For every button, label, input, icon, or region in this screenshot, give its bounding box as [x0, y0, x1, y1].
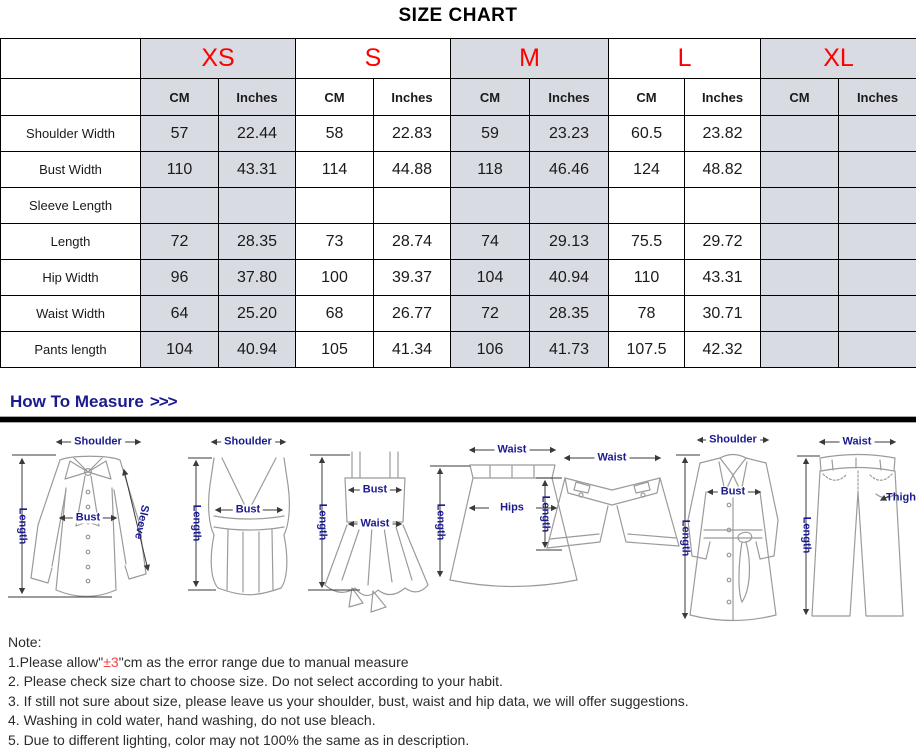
row-label: Length [1, 224, 141, 260]
size-cell: 105 [296, 332, 374, 368]
size-cell: 46.46 [530, 152, 609, 188]
measure-label-shoulder: Shoulder [221, 437, 275, 448]
measure-label-shoulder: Shoulder [71, 437, 125, 448]
size-cell [530, 188, 609, 224]
size-cell: 75.5 [609, 224, 685, 260]
unit-header-cm: CM [141, 79, 219, 116]
unit-header-inches: Inches [530, 79, 609, 116]
measure-label-bust: Bust [73, 513, 103, 524]
vest-top-drawing [209, 458, 290, 595]
size-cell: 58 [296, 116, 374, 152]
chevrons-icon: >>> [149, 392, 177, 411]
blouse-drawing [31, 456, 146, 596]
size-cell [839, 188, 916, 224]
size-cell: 41.73 [530, 332, 609, 368]
size-col-header-l: L [609, 39, 761, 79]
size-cell: 29.72 [685, 224, 761, 260]
measure-label-waist: Waist [595, 453, 630, 464]
size-cell: 110 [609, 260, 685, 296]
note-1-text: 1.Please allow" [8, 653, 104, 670]
size-cell [839, 152, 916, 188]
size-col-header-s: S [296, 39, 451, 79]
unit-header-cm: CM [609, 79, 685, 116]
size-cell [839, 224, 916, 260]
size-cell: 26.77 [374, 296, 451, 332]
size-cell: 114 [296, 152, 374, 188]
row-label: Pants length [1, 332, 141, 368]
table-row-hip-width [1, 260, 916, 296]
size-col-header-xl: XL [761, 39, 916, 79]
size-cell: 28.74 [374, 224, 451, 260]
unit-header-inches: Inches [685, 79, 761, 116]
size-cell: 39.37 [374, 260, 451, 296]
size-cell: 41.34 [374, 332, 451, 368]
size-cell: 118 [451, 152, 530, 188]
size-cell: 22.83 [374, 116, 451, 152]
size-cell: 48.82 [685, 152, 761, 188]
row-label: Shoulder Width [1, 116, 141, 152]
size-cell: 30.71 [685, 296, 761, 332]
size-cell: 60.5 [609, 116, 685, 152]
measure-label-bust: Bust [360, 485, 390, 496]
size-cell [761, 260, 839, 296]
page-title: SIZE CHART [398, 5, 518, 26]
size-cell [839, 332, 916, 368]
size-cell [839, 116, 916, 152]
size-cell: 28.35 [219, 224, 296, 260]
skirt-drawing [450, 465, 577, 587]
size-header-row [1, 39, 916, 79]
size-cell: 44.88 [374, 152, 451, 188]
size-cell [451, 188, 530, 224]
measure-label-length: Length [16, 507, 29, 545]
size-cell: 110 [141, 152, 219, 188]
size-cell: 23.23 [530, 116, 609, 152]
table-row-bust-width [1, 152, 916, 188]
size-cell: 40.94 [530, 260, 609, 296]
row-label: Sleeve Length [1, 188, 141, 224]
row-label: Hip Width [1, 260, 141, 296]
size-cell: 42.32 [685, 332, 761, 368]
size-cell [374, 188, 451, 224]
size-cell: 37.80 [219, 260, 296, 296]
size-col-header-xs: XS [141, 39, 296, 79]
note-line-3: 3. If still not sure about size, please leave us your shoulder, bust, waist and hip data, we will offer suggestions. [8, 692, 689, 709]
size-cell [761, 224, 839, 260]
measure-label-waist: Waist [840, 437, 875, 448]
measure-label-length: Length [539, 495, 552, 533]
size-cell [141, 188, 219, 224]
size-cell: 43.31 [685, 260, 761, 296]
unit-header-cm: CM [451, 79, 530, 116]
measure-label-length: Length [800, 516, 813, 554]
pants-drawing [812, 455, 903, 617]
notes-heading: Note: [8, 634, 42, 650]
unit-header-cm: CM [761, 79, 839, 116]
size-cell [219, 188, 296, 224]
size-col-header-m: M [451, 39, 609, 79]
note-line-5: 5. Due to different lighting, color may not 100% the same as in description. [8, 731, 470, 748]
section-divider [0, 416, 916, 423]
size-cell: 100 [296, 260, 374, 296]
dress-drawing [325, 452, 428, 612]
size-cell [761, 332, 839, 368]
note-line-1 [8, 653, 912, 673]
size-cell: 124 [609, 152, 685, 188]
size-cell: 104 [451, 260, 530, 296]
size-cell [296, 188, 374, 224]
measure-label-length: Length [679, 519, 692, 557]
size-cell: 22.44 [219, 116, 296, 152]
shorts-drawing [547, 478, 679, 548]
note-line-4: 4. Washing in cold water, hand washing, do not use bleach. [8, 712, 376, 728]
measure-label-length: Length [190, 504, 203, 542]
measure-label-length: Length [434, 503, 447, 541]
measure-label-length: Length [316, 503, 329, 541]
size-cell: 73 [296, 224, 374, 260]
size-cell [685, 188, 761, 224]
unit-header-inches: Inches [374, 79, 451, 116]
unit-header-inches: Inches [839, 79, 916, 116]
size-cell [761, 296, 839, 332]
size-cell: 29.13 [530, 224, 609, 260]
unit-header-inches: Inches [219, 79, 296, 116]
size-cell: 25.20 [219, 296, 296, 332]
table-row-length [1, 224, 916, 260]
how-to-measure-heading [10, 392, 177, 412]
size-cell: 78 [609, 296, 685, 332]
measure-label-hips: Hips [500, 501, 524, 514]
how-to-measure-text: How To Measure [10, 392, 144, 411]
note-1-text: "cm as the error range due to manual measure [118, 653, 409, 670]
size-cell: 68 [296, 296, 374, 332]
size-cell: 96 [141, 260, 219, 296]
size-table [0, 38, 916, 368]
row-label: Bust Width [1, 152, 141, 188]
size-cell: 106 [451, 332, 530, 368]
size-cell [761, 188, 839, 224]
size-cell: 64 [141, 296, 219, 332]
size-cell [761, 152, 839, 188]
size-cell [761, 116, 839, 152]
corner-cell [1, 79, 141, 116]
table-row-shoulder-width [1, 116, 916, 152]
size-cell [839, 296, 916, 332]
size-cell: 23.82 [685, 116, 761, 152]
size-cell: 40.94 [219, 332, 296, 368]
size-cell: 28.35 [530, 296, 609, 332]
coat-drawing [688, 455, 778, 621]
size-cell: 43.31 [219, 152, 296, 188]
measure-label-thigh: Thigh [886, 491, 916, 504]
unit-header-cm: CM [296, 79, 374, 116]
table-row-sleeve-length [1, 188, 916, 224]
measure-figures [0, 430, 916, 630]
measure-label-sleeve: Sleeve [131, 503, 151, 541]
size-cell: 104 [141, 332, 219, 368]
size-cell: 74 [451, 224, 530, 260]
size-cell [839, 260, 916, 296]
size-cell: 72 [141, 224, 219, 260]
measure-label-bust: Bust [233, 505, 263, 516]
unit-header-row [1, 79, 916, 116]
table-row-waist-width [1, 296, 916, 332]
size-cell: 57 [141, 116, 219, 152]
notes-section [8, 633, 912, 750]
measure-label-waist: Waist [495, 445, 530, 456]
size-cell: 59 [451, 116, 530, 152]
size-cell [609, 188, 685, 224]
corner-cell [1, 39, 141, 79]
note-line-2: 2. Please check size chart to choose size. Do not select according to your habit. [8, 673, 503, 689]
measure-label-shoulder: Shoulder [706, 435, 760, 446]
size-cell: 107.5 [609, 332, 685, 368]
table-row-pants-length [1, 332, 916, 368]
measure-label-bust: Bust [718, 487, 748, 498]
row-label: Waist Width [1, 296, 141, 332]
measure-label-waist: Waist [358, 519, 393, 530]
note-1-tolerance: ±3 [103, 653, 119, 670]
size-cell: 72 [451, 296, 530, 332]
